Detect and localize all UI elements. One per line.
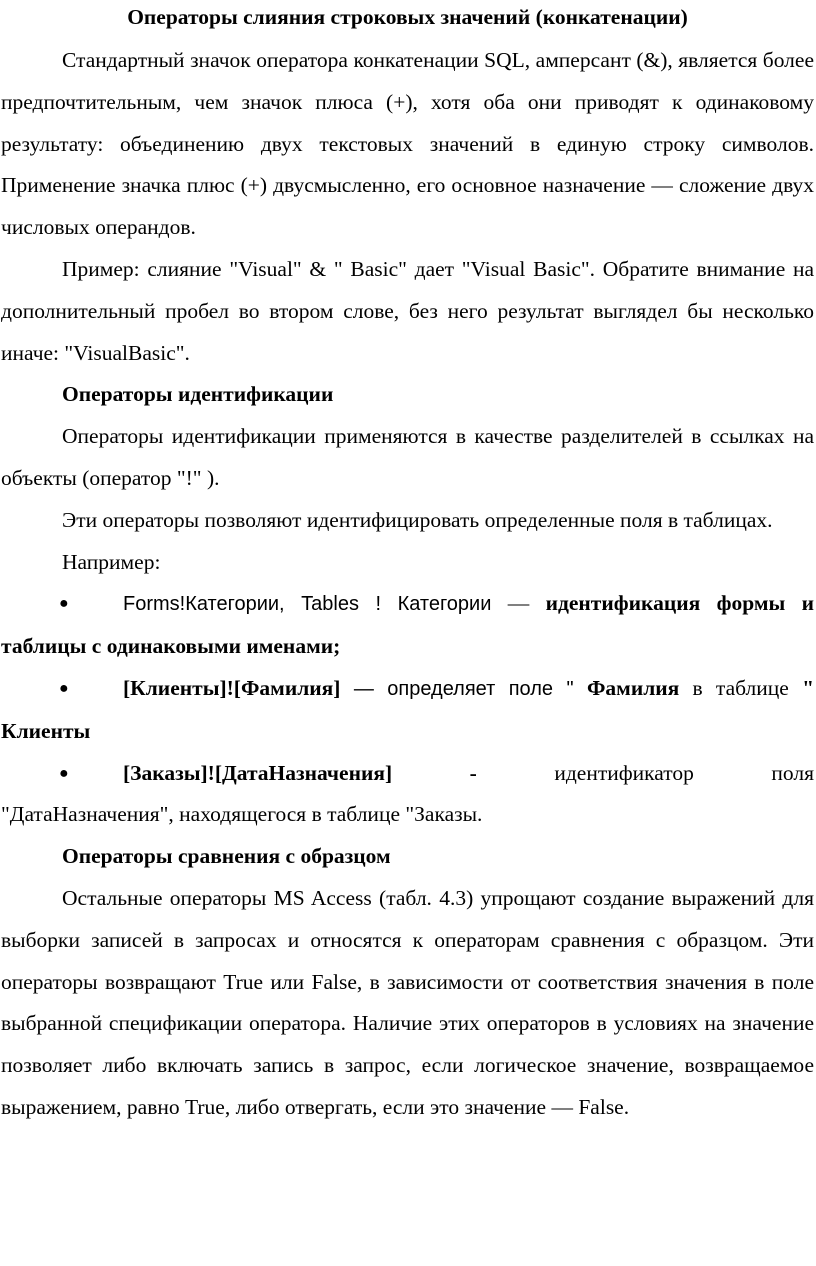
paragraph-fields: Эти операторы позволяют идентифицировать определенные поля в таблицах. [62, 507, 773, 532]
continuation-line: "ДатаНазначения", находящегося в таблице "Заказы. [1, 802, 483, 827]
heading-identification: Операторы идентификации [62, 382, 334, 407]
paragraph-identification: Операторы идентификации применяются в качестве разделителей в ссылках на объекты (оператор "!" ). [1, 424, 814, 490]
paragraph-pattern-comparison: Остальные операторы MS Access (табл. 4.3) упрощают создание выражений для выборки записей в запросах и относятся к операторам сравнения с образцом. Эти операторы возвращают True или False, в зависимости от соответствия значения в поле выбранной спецификации оператора. Наличие этих операторов в условиях на значение позволяет либо включать запись в запрос, если логическое значение, возвращаемое выражением, равно True, либо отвергать, если это значение — False. [1, 885, 814, 1119]
code-orders-date: [Заказы]![ДатаНазначения] [123, 760, 393, 785]
list-item [1, 753, 814, 837]
dash: - [469, 760, 477, 785]
word-identifier: идентификатор [554, 760, 694, 785]
bold-surname: Фамилия [586, 675, 680, 700]
code-forms-tables: Forms!Категории, Tables ! Категории [123, 593, 492, 616]
bold-description: идентификация формы и таблицы с одинаковыми именами; [1, 591, 815, 659]
identification-examples-list [1, 583, 814, 836]
dash: — [491, 591, 546, 616]
bold-clients: " Клиенты [1, 675, 815, 743]
word-field: поля [771, 760, 814, 785]
list-item [1, 583, 814, 668]
list-item [1, 668, 814, 753]
bullet-icon: ● [59, 595, 69, 613]
section-title: Операторы слияния строковых значений (конкатенации) [127, 5, 688, 29]
bullet-icon: ● [59, 679, 69, 697]
bullet-icon: ● [59, 764, 69, 782]
paragraph-for-example: Например: [62, 549, 161, 574]
text-in-table: в таблице [679, 675, 789, 700]
text-defines-field: — определяет поле " [340, 677, 587, 700]
spread-line [1, 753, 814, 795]
paragraph-example: Пример: слияние "Visual" & " Basic" дает "Visual Basic". Обратите внимание на дополнительный пробел во втором слове, без него результат выглядел бы несколько иначе: "VisualBasic". [1, 256, 814, 365]
code-clients-surname: [Клиенты]![Фамилия] [123, 675, 341, 700]
heading-pattern-comparison: Операторы сравнения с образцом [62, 844, 391, 869]
paragraph-concatenation: Стандартный значок оператора конкатенации SQL, амперсант (&), является более предпочтительным, чем значок плюса (+), хотя оба они приводят к одинаковому результату: объединению двух текстовых значений в единую строку символов. Применение значка плюс (+) двусмысленно, его основное назначение — сложение двух числовых операндов. [1, 48, 814, 240]
